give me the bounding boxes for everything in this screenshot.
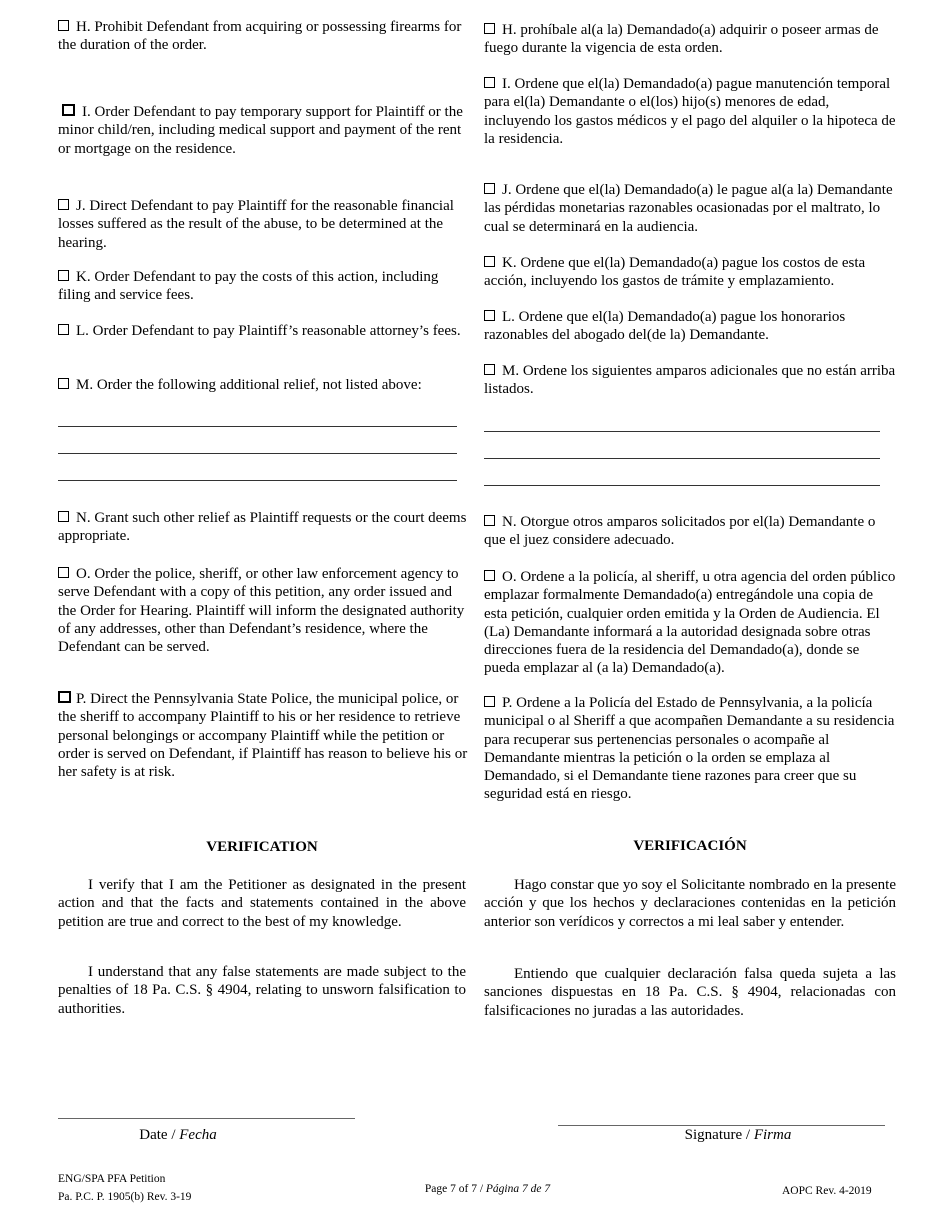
checkbox-h-es[interactable] <box>484 23 495 34</box>
item-h-es: H. prohíbale al(a la) Demandado(a) adquirir o poseer armas de fuego durante la vigencia de esta orden. <box>484 22 879 57</box>
signature-label: Signature / Firma <box>684 1127 792 1143</box>
item-i-en: I. Order Defendant to pay temporary support for Plaintiff or the minor child/ren, including medical support and payment of the rent or mortgage on the residence. <box>58 104 463 157</box>
additional-relief-line-2-es[interactable] <box>484 458 880 459</box>
checkbox-k-es[interactable] <box>484 256 495 267</box>
checkbox-l-es[interactable] <box>484 310 495 321</box>
additional-relief-line-2-en[interactable] <box>58 453 457 454</box>
item-i-es: I. Ordene que el(la) Demandado(a) pague manutención temporal para el(la) Demandante o el(los) hijo(s) menores de edad, incluyendo los gastos médicos y el pago del alquiler o la hipoteca de la residencia. <box>484 76 896 147</box>
item-m-es: M. Ordene los siguientes amparos adicionales que no están arriba listados. <box>484 363 896 398</box>
checkbox-i-en[interactable] <box>62 104 75 116</box>
additional-relief-line-1-en[interactable] <box>58 426 457 427</box>
date-line[interactable] <box>58 1118 355 1119</box>
item-h-en: H. Prohibit Defendant from acquiring or possessing firearms for the duration of the order. <box>58 19 462 54</box>
verification-title-en: VERIFICATION <box>206 839 318 855</box>
verification-paragraph-1-en: I verify that I am the Petitioner as designated in the present action and that the facts and statements contained in the above petition are true and correct to the best of my knowledge. <box>58 877 466 930</box>
item-l-en: L. Order Defendant to pay Plaintiff’s reasonable attorney’s fees. <box>58 322 468 340</box>
checkbox-n-es[interactable] <box>484 515 495 526</box>
verification-title-es: VERIFICACIÓN <box>633 838 747 854</box>
checkbox-p-es[interactable] <box>484 696 495 707</box>
checkbox-j-es[interactable] <box>484 183 495 194</box>
checkbox-m-en[interactable] <box>58 378 69 389</box>
item-n-en: N. Grant such other relief as Plaintiff requests or the court deems appropriate. <box>58 510 467 545</box>
item-k-es: K. Ordene que el(la) Demandado(a) pague los costos de esta acción, incluyendo los gastos de trámite y emplazamiento. <box>484 255 866 290</box>
item-p-en: P. Direct the Pennsylvania State Police, the municipal police, or the sheriff to accompany Plaintiff to his or her residence to retrieve personal belongings or accompany Plaintiff while the petition or order is served on Defendant, if Plaintiff has reason to believe his or her safety is at risk. <box>58 691 468 781</box>
item-n-es: N. Otorgue otros amparos solicitados por el(la) Demandante o que el juez considere adecuado. <box>484 514 876 549</box>
checkbox-h-en[interactable] <box>58 20 69 31</box>
verification-paragraph-2-en: I understand that any false statements are made subject to the penalties of 18 Pa. C.S. § 4904, relating to unsworn falsification to authorities. <box>58 964 466 1017</box>
item-j-en: J. Direct Defendant to pay Plaintiff for the reasonable financial losses suffered as the result of the abuse, to be determined at the hearing. <box>58 198 454 251</box>
checkbox-o-en[interactable] <box>58 567 69 578</box>
checkbox-k-en[interactable] <box>58 270 69 281</box>
item-m-en: M. Order the following additional relief, not listed above: <box>58 376 468 394</box>
footer-page-number: Page 7 of 7 / Página 7 de 7 <box>424 1183 551 1195</box>
checkbox-j-en[interactable] <box>58 199 69 210</box>
checkbox-i-es[interactable] <box>484 77 495 88</box>
checkbox-n-en[interactable] <box>58 511 69 522</box>
footer-left: ENG/SPA PFA Petition Pa. P.C. P. 1905(b) Rev. 3-19 <box>58 1173 192 1203</box>
item-p-es: P. Ordene a la Policía del Estado de Pennsylvania, a la policía municipal o al Sheriff a que acompañen Demandante a su residencia para recuperar sus pertenencias personales o acompañe al Demandante mientras la petición o la orden se emplaza al Demandado, si el Demandante tiene razones para creer que su seguridad está en riesgo. <box>484 695 895 803</box>
item-j-es: J. Ordene que el(la) Demandado(a) le pague al(a la) Demandante las pérdidas monetarias razonables ocasionadas por el maltrato, lo cual se determinará en la audiencia. <box>484 182 893 235</box>
additional-relief-line-3-en[interactable] <box>58 480 457 481</box>
item-l-es: L. Ordene que el(la) Demandado(a) pague los honorarios razonables del abogado del(de la) Demandante. <box>484 309 846 344</box>
checkbox-o-es[interactable] <box>484 570 495 581</box>
date-label: Date / Fecha <box>139 1127 217 1143</box>
footer-right: AOPC Rev. 4-2019 <box>782 1185 872 1197</box>
item-k-en: K. Order Defendant to pay the costs of this action, including filing and service fees. <box>58 269 439 304</box>
checkbox-l-en[interactable] <box>58 324 69 335</box>
additional-relief-line-3-es[interactable] <box>484 485 880 486</box>
additional-relief-line-1-es[interactable] <box>484 431 880 432</box>
verification-paragraph-1-es: Hago constar que yo soy el Solicitante nombrado en la presente acción y que los hechos y declaraciones contenidas en la petición anterior son verídicos y correctos a mi leal saber y entender. <box>484 877 896 930</box>
item-o-es: O. Ordene a la policía, al sheriff, u otra agencia del orden público emplazar formalmente Demandado(a) entregándole una copia de esta petición, cualquier orden emitida y la Orden de Audiencia. El (La) Demandante informará a la autoridad designada sobre otras direcciones fuera de la residencia del Demandado(a), donde se pueda emplazar al (a la) Demandado(a). <box>484 569 896 677</box>
signature-line[interactable] <box>558 1125 885 1126</box>
checkbox-p-en[interactable] <box>58 691 71 703</box>
item-o-en: O. Order the police, sheriff, or other law enforcement agency to serve Defendant with a copy of this petition, any order issued and the Order for Hearing. Plaintiff will inform the designated authority of any addresses, other than Defendant’s residence, where the Defendant can be served. <box>58 566 465 656</box>
verification-paragraph-2-es: Entiendo que cualquier declaración falsa queda sujeta a las sanciones dispuestas en 18 Pa. C.S. § 4904, relacionadas con falsificaciones no juradas a las autoridades. <box>484 966 896 1019</box>
checkbox-m-es[interactable] <box>484 364 495 375</box>
